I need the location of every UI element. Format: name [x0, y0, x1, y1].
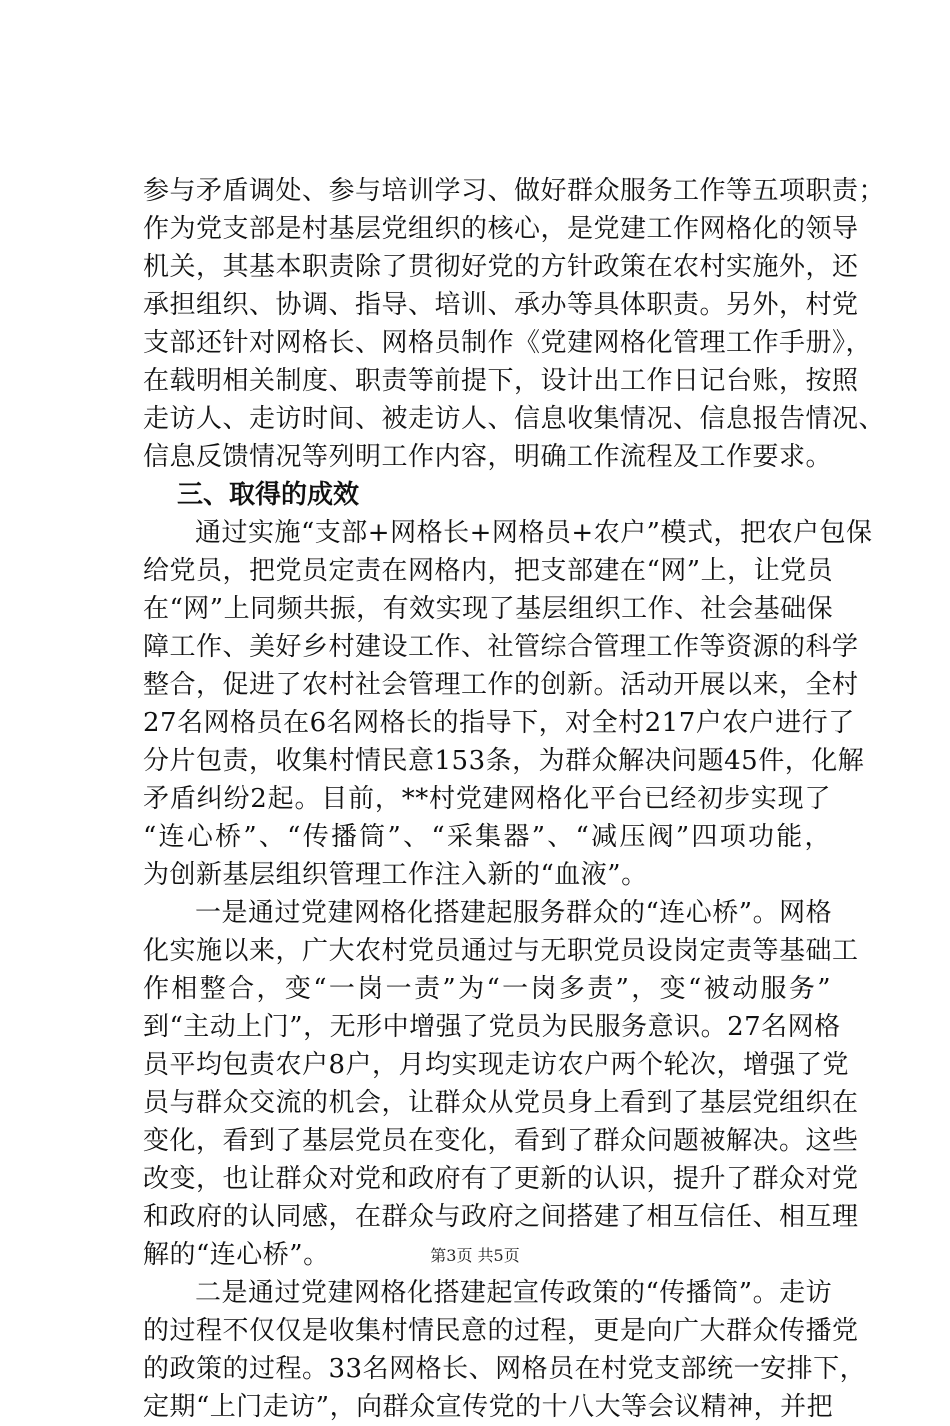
- text-line: 矛盾纠纷2起。目前，**村党建网格化平台已经初步实现了: [143, 784, 831, 814]
- text-line: 一是通过党建网格化搭建起服务群众的“连心桥”。网格: [195, 898, 833, 928]
- text-line: 到“主动上门”，无形中增强了党员为民服务意识。27名网格: [143, 1012, 841, 1042]
- text-line: 在“网”上同频共振，有效实现了基层组织工作、社会基础保: [143, 594, 834, 624]
- text-line: 障工作、美好乡村建设工作、社管综合管理工作等资源的科学: [143, 632, 859, 662]
- text-line: 走访人、走访时间、被走访人、信息收集情况、信息报告情况、: [143, 404, 886, 434]
- text-line: “连心桥”、“传播筒”、“采集器”、“减压阀”四项功能，: [143, 822, 831, 852]
- text-line: 27名网格员在6名网格长的指导下，对全村217户农户进行了: [143, 708, 855, 738]
- text-line: 员平均包责农户8户，月均实现走访农户两个轮次，增强了党: [143, 1050, 850, 1080]
- text-line: 改变，也让群众对党和政府有了更新的认识，提升了群众对党: [143, 1164, 859, 1194]
- text-line: 解的“连心桥”。: [143, 1240, 330, 1270]
- text-line: 给党员，把党员定责在网格内，把支部建在“网”上，让党员: [143, 556, 834, 586]
- text-line: 化实施以来，广大农村党员通过与无职党员设岗定责等基础工: [143, 936, 859, 966]
- page-footer: 第3页 共5页: [430, 1246, 520, 1265]
- text-line: 作相整合，变“一岗一责”为“一岗多责”，变“被动服务”: [143, 974, 831, 1004]
- text-line: 定期“上门走访”，向群众宣传党的十八大等会议精神，并把: [143, 1392, 834, 1422]
- document-body: [143, 172, 886, 1426]
- text-line: 机关，其基本职责除了贯彻好党的方针政策在农村实施外，还: [143, 252, 859, 282]
- text-line: 为创新基层组织管理工作注入新的“血液”。: [143, 860, 648, 890]
- text-line: 的政策的过程。33名网格长、网格员在村党支部统一安排下，: [143, 1354, 867, 1384]
- text-line: 分片包责，收集村情民意153条，为群众解决问题45件，化解: [143, 746, 865, 776]
- text-line: 承担组织、协调、指导、培训、承办等具体职责。另外，村党: [143, 290, 859, 320]
- section-heading: 三、取得的成效: [177, 480, 360, 510]
- text-line: 的过程不仅仅是收集村情民意的过程，更是向广大群众传播党: [143, 1316, 859, 1346]
- text-line: 信息反馈情况等列明工作内容，明确工作流程及工作要求。: [143, 442, 833, 472]
- text-line: 二是通过党建网格化搭建起宣传政策的“传播筒”。走访: [195, 1278, 833, 1308]
- text-line: 整合，促进了农村社会管理工作的创新。活动开展以来，全村: [143, 670, 859, 700]
- paragraph-broadcast: [143, 1274, 867, 1426]
- text-line: 支部还针对网格长、网格员制作《党建网格化管理工作手册》，: [143, 328, 873, 358]
- text-line: 员与群众交流的机会，让群众从党员身上看到了基层党组织在: [143, 1088, 859, 1118]
- text-line: 在载明相关制度、职责等前提下，设计出工作日记台账，按照: [143, 366, 859, 396]
- text-line: 参与矛盾调处、参与培训学习、做好群众服务工作等五项职责；: [143, 176, 886, 206]
- text-line: 通过实施“支部+网格长+网格员+农户”模式，把农户包保: [195, 518, 873, 548]
- text-line: 作为党支部是村基层党组织的核心，是党建工作网格化的领导: [143, 214, 859, 244]
- paragraph-results: [143, 514, 873, 894]
- text-line: 变化，看到了基层党员在变化，看到了群众问题被解决。这些: [143, 1126, 859, 1156]
- paragraph-duties: [143, 172, 886, 476]
- text-line: 和政府的认同感，在群众与政府之间搭建了相互信任、相互理: [143, 1202, 859, 1232]
- paragraph-bridge: [143, 894, 859, 1274]
